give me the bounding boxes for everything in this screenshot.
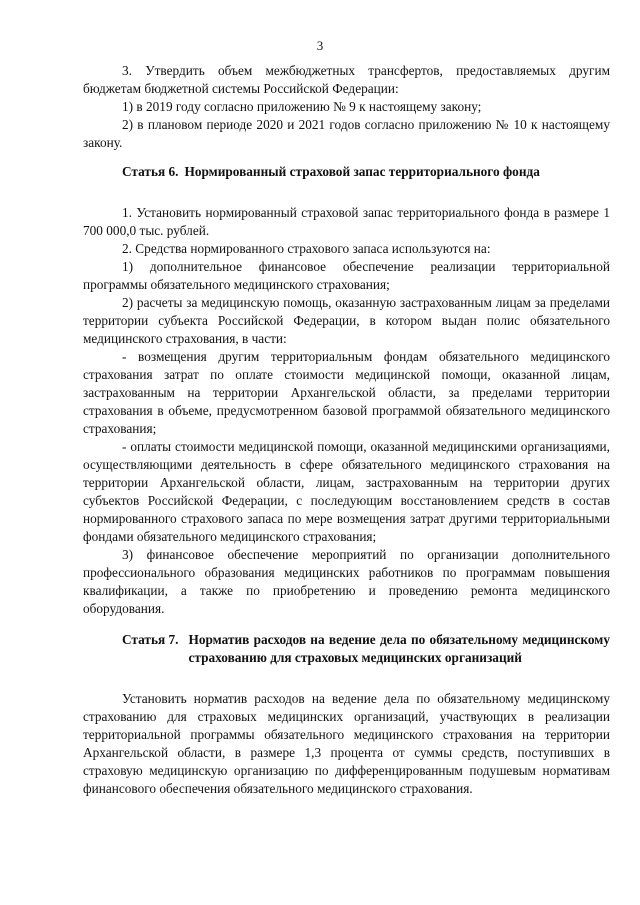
- paragraph-transfers-planning-period: 2) в плановом периоде 2020 и 2021 годов согласно приложению № 10 к настоящему закону.: [83, 117, 610, 150]
- paragraph-reserve-usage-subitem-2: - оплаты стоимости медицинской помощи, оказанной медицинскими организациями, осуществляющими деятельность в сфере обязательного медицинского страхования на территории Архангельской области, лицам, застрахованным на территории других субъектов Российской Федерации, с последующим восстановлением средств в состав нормированного страхового запаса по мере возмещения затрат другими территориальными фондами обязательного медицинского страхования;: [83, 439, 610, 544]
- article-7-title: Норматив расходов на ведение дела по обязательному медицинскому страхованию для страховых медицинских организаций: [188, 632, 610, 665]
- article-6-title: Нормированный страховой запас территориального фонда: [184, 164, 540, 179]
- paragraph-reserve-amount: 1. Установить нормированный страховой запас территориального фонда в размере 1 700 000,0 тыс. рублей.: [83, 205, 610, 238]
- paragraph-expense-norm: Установить норматив расходов на ведение дела по обязательному медицинскому страхованию для страховых медицинских организаций, участвующих в реализации территориальной программы обязательного медицинского страхования на территории Архангельской области, в размере 1,3 процента от суммы средств, поступивших в страховую медицинскую организацию по дифференцированным подушевым нормативам финансового обеспечения обязательного медицинского страхования.: [83, 691, 610, 796]
- paragraph-reserve-usage-item-1: 1) дополнительное финансовое обеспечение реализации территориальной программы обязательного медицинского страхования;: [83, 259, 610, 292]
- paragraph-transfers: 3. Утвердить объем межбюджетных трансфертов, предоставляемых другим бюджетам бюджетной системы Российской Федерации:: [83, 63, 610, 96]
- paragraph-reserve-usage-subitem-1: - возмещения другим территориальным фондам обязательного медицинского страхования затрат по оплате стоимости медицинской помощи, оказанной лицам, застрахованным на территории Архангельской области, за пределами территории страхования в объеме, предусмотренном базовой программой обязательного медицинского страхования;: [83, 349, 610, 436]
- article-7-label: Статья 7.: [122, 632, 179, 647]
- article-7-heading: [83, 631, 610, 667]
- paragraph-reserve-usage-item-3: 3) финансовое обеспечение мероприятий по организации дополнительного профессионального образования медицинских работников по программам повышения квалификации, а также по приобретению и проведению ремонта медицинского оборудования.: [83, 547, 610, 616]
- article-6-label: Статья 6.: [122, 164, 179, 179]
- article-6-heading: [83, 163, 610, 181]
- document-body: [83, 62, 610, 798]
- paragraph-reserve-usage: 2. Средства нормированного страхового запаса используются на:: [122, 241, 491, 256]
- paragraph-transfers-2019: 1) в 2019 году согласно приложению № 9 к настоящему закону;: [122, 99, 482, 114]
- paragraph-reserve-usage-item-2: 2) расчеты за медицинскую помощь, оказанную застрахованным лицам за пределами территории субъекта Российской Федерации, в котором выдан полис обязательного медицинского страхования, в части:: [83, 295, 610, 346]
- page-number: 3: [316, 38, 324, 53]
